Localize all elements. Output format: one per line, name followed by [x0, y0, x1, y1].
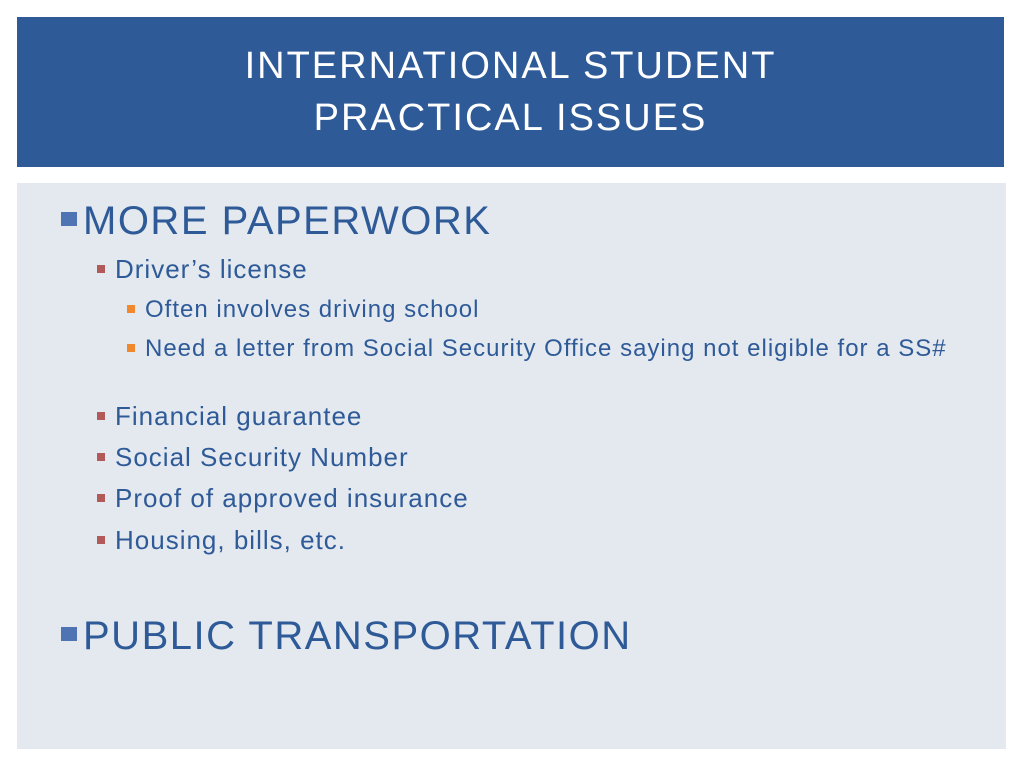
- section-heading: MORE PAPERWORK: [83, 199, 492, 243]
- square-bullet-icon: [97, 453, 105, 461]
- sub-bullet-driving-school: [127, 294, 957, 325]
- square-bullet-icon: [97, 412, 105, 420]
- square-bullet-icon: [127, 344, 135, 352]
- square-bullet-icon: [97, 536, 105, 544]
- list-item-label: Proof of approved insurance: [115, 483, 469, 513]
- square-bullet-icon: [97, 494, 105, 502]
- sub-item-label: Need a letter from Social Security Office saying not eligible for a SS#: [145, 335, 947, 362]
- sub-bullet-ss-letter: [127, 333, 957, 364]
- section-heading: PUBLIC TRANSPORTATION: [83, 614, 632, 658]
- list-item-label: Social Security Number: [115, 442, 409, 472]
- sub-item-label: Often involves driving school: [145, 296, 480, 323]
- bullet-housing-bills: [97, 525, 346, 556]
- title-bar: [17, 17, 1004, 167]
- bullet-social-security-number: [97, 442, 409, 473]
- bullet-proof-of-insurance: [97, 483, 469, 514]
- title-line-2: PRACTICAL ISSUES: [313, 97, 708, 139]
- square-bullet-icon: [61, 212, 77, 226]
- title-line-1: INTERNATIONAL STUDENT: [244, 45, 777, 87]
- bullet-public-transportation: [61, 614, 632, 659]
- bullet-financial-guarantee: [97, 401, 362, 432]
- bullet-more-paperwork: [61, 199, 491, 244]
- content-area: [17, 183, 1006, 749]
- square-bullet-icon: [97, 265, 105, 273]
- square-bullet-icon: [61, 627, 77, 641]
- list-item-label: Financial guarantee: [115, 401, 363, 431]
- square-bullet-icon: [127, 305, 135, 313]
- list-item-label: Driver’s license: [115, 254, 308, 284]
- list-item-label: Housing, bills, etc.: [115, 525, 346, 555]
- bullet-drivers-license: [97, 254, 308, 285]
